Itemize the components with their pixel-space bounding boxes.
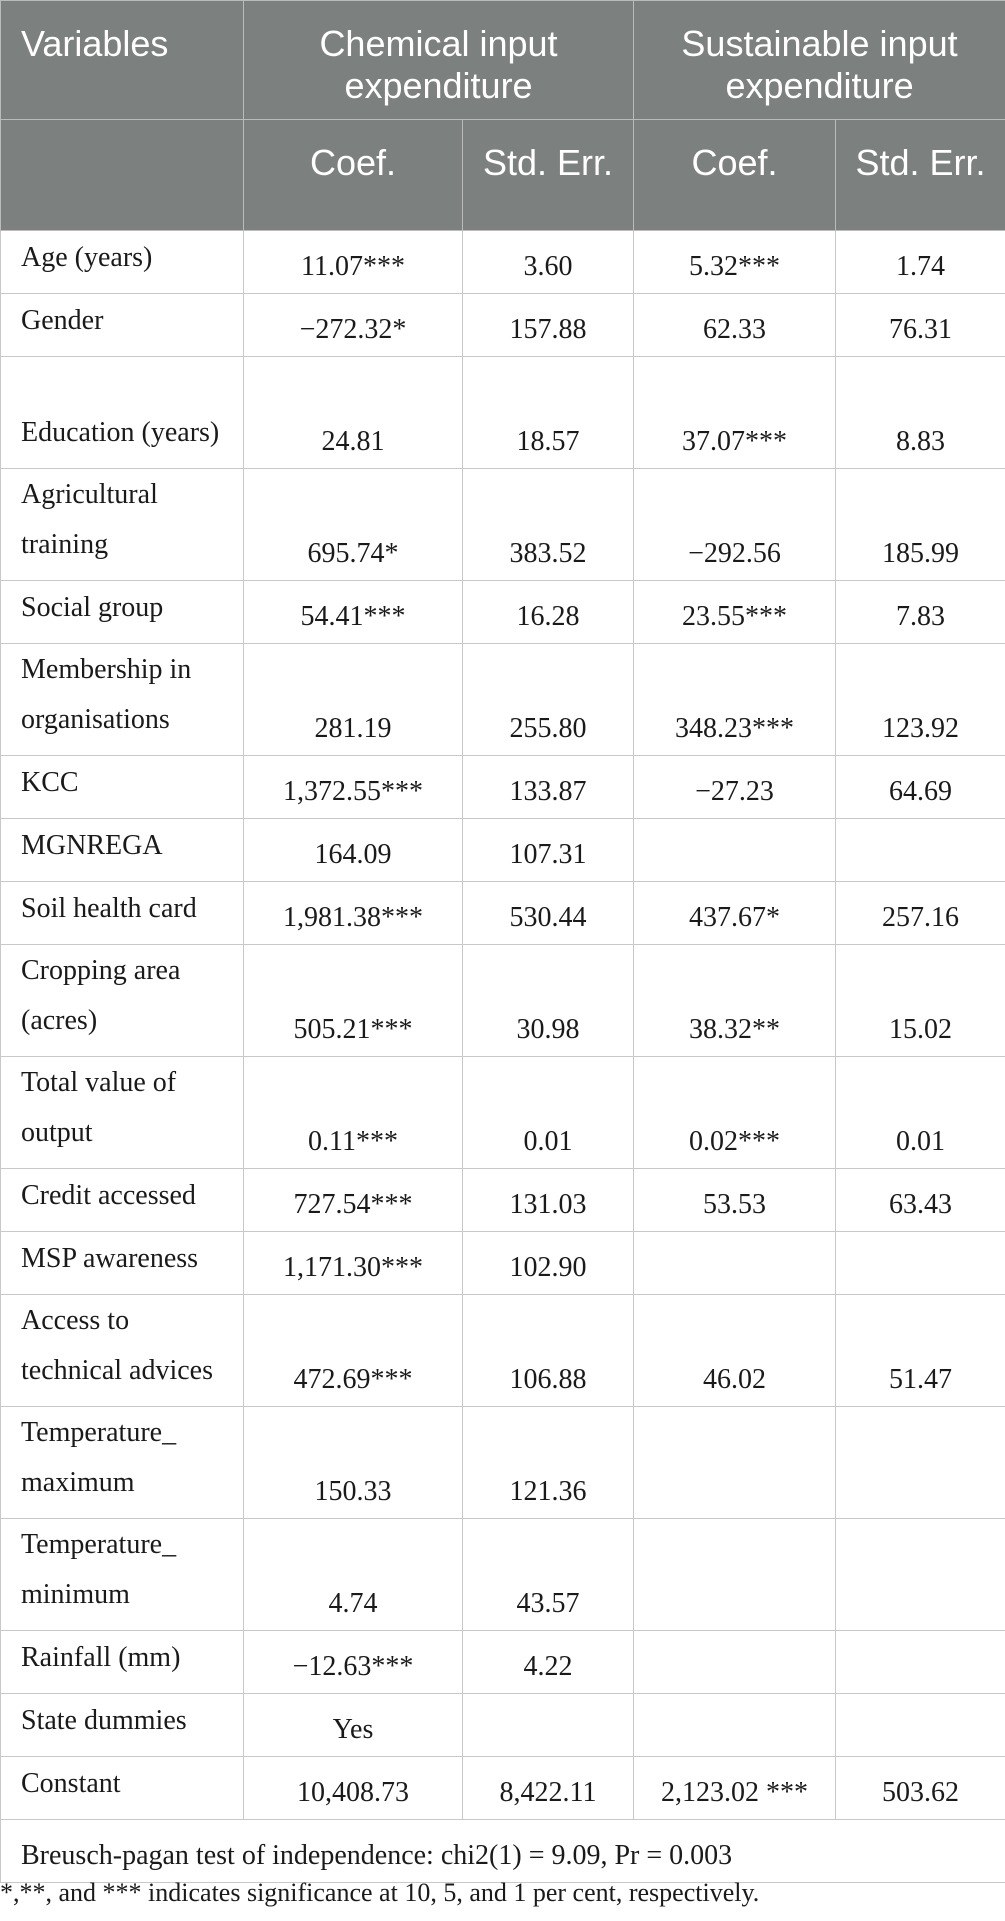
header-variables: Variables — [1, 1, 244, 120]
table-row — [1, 469, 1005, 581]
table-row — [1, 1057, 1005, 1169]
sustainable-stderr-cell — [836, 1232, 1005, 1295]
sustainable-coef-cell: −27.23 — [634, 756, 836, 819]
table-row — [1, 1407, 1005, 1519]
table-row — [1, 1295, 1005, 1407]
chemical-stderr-cell — [463, 1694, 634, 1757]
header-chemical-coef: Coef. — [244, 120, 463, 231]
sustainable-coef-cell: −292.56 — [634, 469, 836, 581]
header-sustainable-coef: Coef. — [634, 120, 836, 231]
chemical-stderr-cell: 16.28 — [463, 581, 634, 644]
sustainable-stderr-cell — [836, 1519, 1005, 1631]
row-label: Membership in organisations — [1, 644, 244, 756]
row-label: State dummies — [1, 1694, 244, 1757]
chemical-coef-cell: 0.11*** — [244, 1057, 463, 1169]
table-row — [1, 756, 1005, 819]
row-label: MSP awareness — [1, 1232, 244, 1295]
chemical-stderr-cell: 0.01 — [463, 1057, 634, 1169]
row-label: Temperature_ minimum — [1, 1519, 244, 1631]
row-label: Social group — [1, 581, 244, 644]
table-row — [1, 1232, 1005, 1295]
chemical-stderr-cell: 107.31 — [463, 819, 634, 882]
sustainable-stderr-cell: 8.83 — [836, 357, 1005, 469]
chemical-stderr-cell: 3.60 — [463, 231, 634, 294]
header-chemical-input: Chemical input expenditure — [244, 1, 634, 120]
table-row — [1, 1169, 1005, 1232]
chemical-stderr-cell: 18.57 — [463, 357, 634, 469]
chemical-coef-cell: 281.19 — [244, 644, 463, 756]
table-row — [1, 1757, 1005, 1820]
table-header — [1, 1, 1005, 231]
sustainable-stderr-cell: 123.92 — [836, 644, 1005, 756]
sustainable-coef-cell: 0.02*** — [634, 1057, 836, 1169]
sustainable-stderr-cell: 503.62 — [836, 1757, 1005, 1820]
chemical-stderr-cell: 102.90 — [463, 1232, 634, 1295]
row-label: MGNREGA — [1, 819, 244, 882]
chemical-coef-cell: 505.21*** — [244, 945, 463, 1057]
sustainable-coef-cell — [634, 819, 836, 882]
header-chemical-stderr: Std. Err. — [463, 120, 634, 231]
sustainable-coef-cell — [634, 1407, 836, 1519]
chemical-stderr-cell: 4.22 — [463, 1631, 634, 1694]
table-row — [1, 819, 1005, 882]
sustainable-coef-cell: 46.02 — [634, 1295, 836, 1407]
table-row — [1, 644, 1005, 756]
header-blank — [1, 120, 244, 231]
row-label: Agricultural training — [1, 469, 244, 581]
sustainable-coef-cell — [634, 1519, 836, 1631]
sustainable-stderr-cell — [836, 1407, 1005, 1519]
table-body — [1, 231, 1005, 1883]
chemical-coef-cell: 11.07*** — [244, 231, 463, 294]
row-label: Total value of output — [1, 1057, 244, 1169]
chemical-coef-cell: 54.41*** — [244, 581, 463, 644]
table-row — [1, 1631, 1005, 1694]
chemical-stderr-cell: 43.57 — [463, 1519, 634, 1631]
table-row — [1, 945, 1005, 1057]
header-row-groups — [1, 1, 1005, 120]
chemical-coef-cell: −12.63*** — [244, 1631, 463, 1694]
table-row — [1, 882, 1005, 945]
row-label: Soil health card — [1, 882, 244, 945]
sustainable-stderr-cell — [836, 819, 1005, 882]
sustainable-stderr-cell: 64.69 — [836, 756, 1005, 819]
chemical-stderr-cell: 383.52 — [463, 469, 634, 581]
row-label: Access to technical advices — [1, 1295, 244, 1407]
sustainable-stderr-cell — [836, 1694, 1005, 1757]
sustainable-stderr-cell: 0.01 — [836, 1057, 1005, 1169]
chemical-stderr-cell: 255.80 — [463, 644, 634, 756]
header-sustainable-input: Sustainable input expenditure — [634, 1, 1005, 120]
sustainable-stderr-cell: 7.83 — [836, 581, 1005, 644]
row-label: Rainfall (mm) — [1, 1631, 244, 1694]
sustainable-stderr-cell: 185.99 — [836, 469, 1005, 581]
table-row — [1, 1519, 1005, 1631]
chemical-coef-cell: 727.54*** — [244, 1169, 463, 1232]
row-label: Gender — [1, 294, 244, 357]
header-row-stats — [1, 120, 1005, 231]
chemical-stderr-cell: 30.98 — [463, 945, 634, 1057]
row-label: Age (years) — [1, 231, 244, 294]
sustainable-stderr-cell: 257.16 — [836, 882, 1005, 945]
table-row — [1, 357, 1005, 469]
sustainable-coef-cell: 437.67* — [634, 882, 836, 945]
chemical-coef-cell: 164.09 — [244, 819, 463, 882]
chemical-coef-cell: 1,981.38*** — [244, 882, 463, 945]
chemical-stderr-cell: 530.44 — [463, 882, 634, 945]
table-row — [1, 294, 1005, 357]
row-label: KCC — [1, 756, 244, 819]
table-row — [1, 581, 1005, 644]
sustainable-coef-cell: 5.32*** — [634, 231, 836, 294]
table-row — [1, 231, 1005, 294]
chemical-coef-cell: 4.74 — [244, 1519, 463, 1631]
test-note-row — [1, 1820, 1005, 1883]
chemical-stderr-cell: 133.87 — [463, 756, 634, 819]
sustainable-coef-cell — [634, 1694, 836, 1757]
sustainable-stderr-cell: 1.74 — [836, 231, 1005, 294]
chemical-coef-cell: 10,408.73 — [244, 1757, 463, 1820]
chemical-coef-cell: 150.33 — [244, 1407, 463, 1519]
sustainable-stderr-cell: 63.43 — [836, 1169, 1005, 1232]
sustainable-stderr-cell: 15.02 — [836, 945, 1005, 1057]
sustainable-stderr-cell: 76.31 — [836, 294, 1005, 357]
sustainable-coef-cell: 348.23*** — [634, 644, 836, 756]
row-label: Constant — [1, 1757, 244, 1820]
chemical-stderr-cell: 131.03 — [463, 1169, 634, 1232]
row-label: Temperature_ maximum — [1, 1407, 244, 1519]
sustainable-coef-cell: 62.33 — [634, 294, 836, 357]
significance-footnote: *,**, and *** indicates significance at 10, 5, and 1 per cent, respectively. — [0, 1878, 760, 1907]
sustainable-coef-cell: 23.55*** — [634, 581, 836, 644]
header-sustainable-stderr: Std. Err. — [836, 120, 1005, 231]
sustainable-coef-cell: 37.07*** — [634, 357, 836, 469]
chemical-coef-cell: Yes — [244, 1694, 463, 1757]
chemical-coef-cell: 472.69*** — [244, 1295, 463, 1407]
chemical-coef-cell: 24.81 — [244, 357, 463, 469]
chemical-stderr-cell: 157.88 — [463, 294, 634, 357]
chemical-stderr-cell: 8,422.11 — [463, 1757, 634, 1820]
row-label: Cropping area (acres) — [1, 945, 244, 1057]
chemical-coef-cell: 1,372.55*** — [244, 756, 463, 819]
sustainable-coef-cell: 2,123.02 *** — [634, 1757, 836, 1820]
row-label: Credit accessed — [1, 1169, 244, 1232]
sustainable-coef-cell: 53.53 — [634, 1169, 836, 1232]
chemical-stderr-cell: 106.88 — [463, 1295, 634, 1407]
chemical-coef-cell: −272.32* — [244, 294, 463, 357]
row-label: Education (years) — [1, 357, 244, 469]
chemical-coef-cell: 1,171.30*** — [244, 1232, 463, 1295]
sustainable-stderr-cell: 51.47 — [836, 1295, 1005, 1407]
table-row — [1, 1694, 1005, 1757]
breusch-pagan-note: Breusch-pagan test of independence: chi2(1) = 9.09, Pr = 0.003 — [1, 1820, 1005, 1883]
sustainable-stderr-cell — [836, 1631, 1005, 1694]
chemical-coef-cell: 695.74* — [244, 469, 463, 581]
chemical-stderr-cell: 121.36 — [463, 1407, 634, 1519]
sustainable-coef-cell — [634, 1232, 836, 1295]
sustainable-coef-cell: 38.32** — [634, 945, 836, 1057]
sustainable-coef-cell — [634, 1631, 836, 1694]
